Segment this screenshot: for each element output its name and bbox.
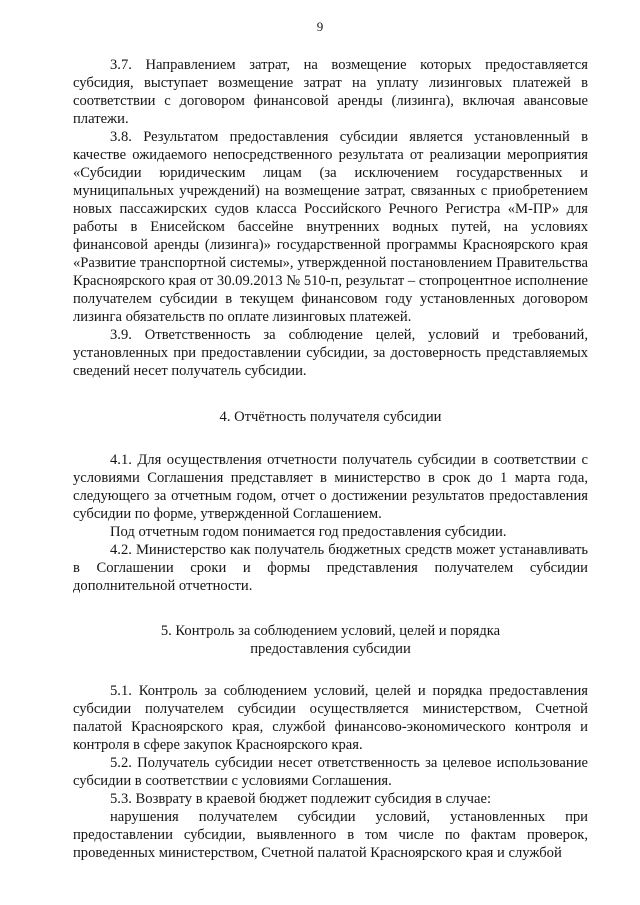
page-number: 9 (316, 19, 324, 34)
paragraph-5-3-item: нарушения получателем субсидии условий, установленных при предоставлении субсидии, выявленного в том числе по фактам проверок, проведенных министерством, Счетной палатой Красноярского края и службой (73, 809, 588, 861)
paragraph-4-1-note: Под отчетным годом понимается год предоставления субсидии. (110, 524, 507, 540)
paragraph-3-9: 3.9. Ответственность за соблюдение целей, условий и требований, установленных при предоставлении субсидии, за достоверность представляемых сведений несет получатель субсидии. (73, 327, 588, 379)
document-body (73, 56, 588, 862)
section-heading-5-line-2: предоставления субсидии (250, 641, 411, 657)
paragraph-4-2: 4.2. Министерство как получатель бюджетных средств может устанавливать в Соглашении сроки и формы представления получателем субсидии дополнительной отчетности. (73, 542, 588, 594)
paragraph-3-7: 3.7. Направлением затрат, на возмещение которых предоставляется субсидия, выступает возмещение затрат на уплату лизинговых платежей в соответствии с договором финансовой аренды (лизинга), включая авансовые платежи. (73, 57, 588, 127)
paragraph-5-1: 5.1. Контроль за соблюдением условий, целей и порядка предоставления субсидии получателем субсидии осуществляется министерством, Счетной палатой Красноярского края, службой финансово-экономического контроля и контроля в сфере закупок Красноярского края. (73, 683, 588, 753)
paragraph-5-2: 5.2. Получатель субсидии несет ответственность за целевое использование субсидии в соответствии с условиями Соглашения. (73, 755, 588, 789)
paragraph-3-8: 3.8. Результатом предоставления субсидии является установленный в качестве ожидаемого непосредственного результата от реализации мероприятия «Субсидии юридическим лицам (за исключением государственных и муниципальных учреждений) на возмещение затрат, связанных с приобретением новых пассажирских судов класса Российского Речного Регистра «М-ПР» для работы в Енисейском бассейне внутренних водных путей, на условиях финансовой аренды (лизинга)» государственной программы Красноярского края «Развитие транспортной системы», утвержденной постановлением Правительства Красноярского края от 30.09.2013 № 510-п, результат – стопроцентное исполнение получателем субсидии в текущем финансовом году установленных договором лизинга обязательств по оплате лизинговых платежей. (73, 129, 588, 325)
paragraph-5-3: 5.3. Возврату в краевой бюджет подлежит субсидия в случае: (110, 791, 492, 807)
section-heading-4: 4. Отчётность получателя субсидии (219, 409, 442, 425)
paragraph-4-1: 4.1. Для осуществления отчетности получатель субсидии в соответствии с условиями Соглашения представляет в министерство в срок до 1 марта года, следующего за отчетным годом, отчет о достижении результатов предоставления субсидии по форме, утвержденной Соглашением. (73, 452, 588, 522)
section-heading-5-line-1: 5. Контроль за соблюдением условий, целей и порядка (160, 623, 501, 639)
